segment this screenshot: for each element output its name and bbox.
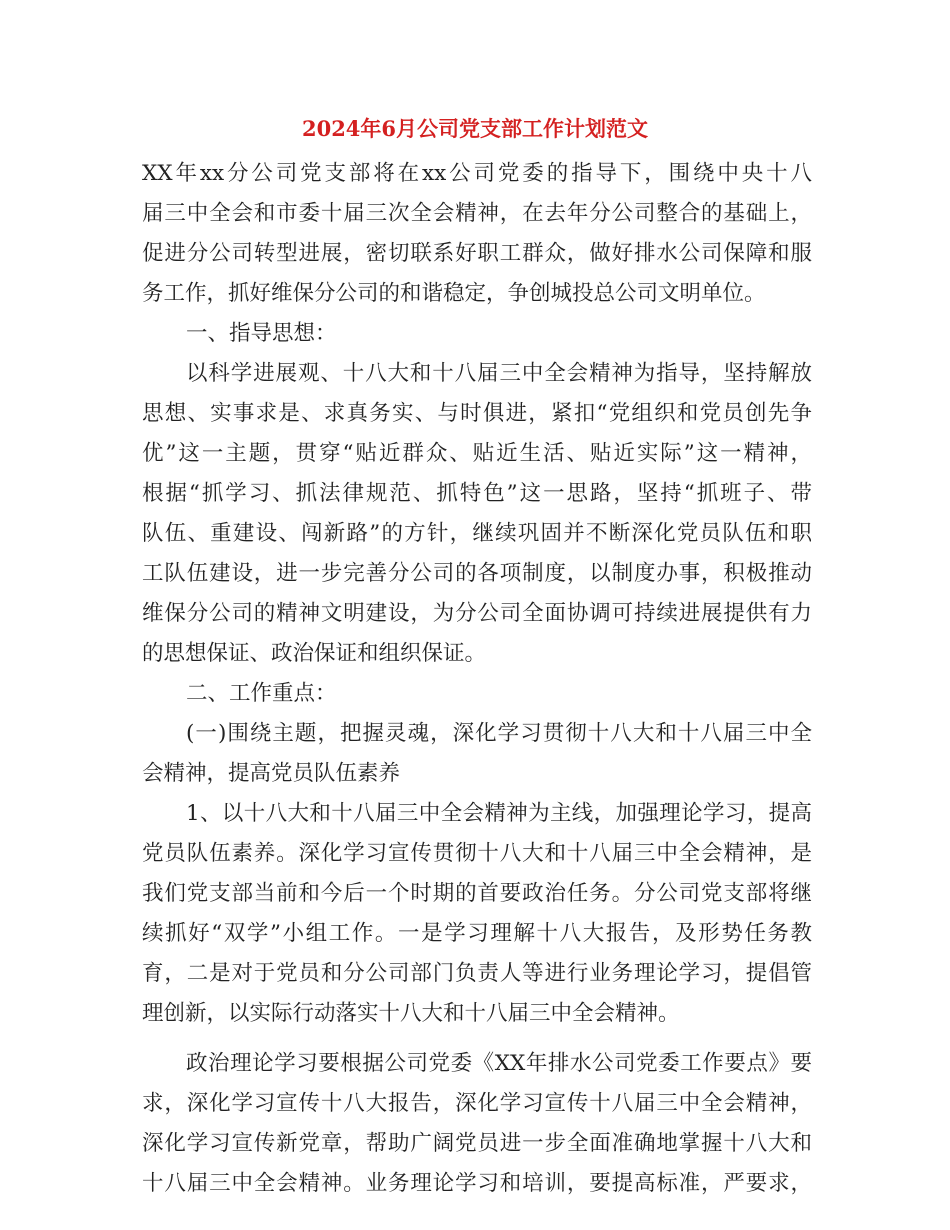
paragraph-1-line-4: 务工作，抓好维保分公司的和谐稳定，争创城投总公司文明单位。 bbox=[142, 281, 766, 306]
document-title: 2024年6月公司党支部工作计划范文 bbox=[301, 116, 649, 141]
paragraph-2-line-7: 维保分公司的精神文明建设，为分公司全面协调可持续进展提供有力 bbox=[142, 601, 812, 626]
paragraph-1-line-1: XX年xx分公司党支部将在xx公司党委的指导下，围绕中央十八 bbox=[142, 161, 812, 186]
paragraph-3-line-1: 1、以十八大和十八届三中全会精神为主线，加强理论学习，提高 bbox=[186, 801, 812, 826]
paragraph-1-line-2: 届三中全会和市委十届三次全会精神，在去年分公司整合的基础上， bbox=[142, 201, 812, 226]
paragraph-4-line-2: 求，深化学习宣传十八大报告，深化学习宣传十八届三中全会精神， bbox=[142, 1091, 812, 1116]
paragraph-3-line-4: 续抓好“双学”小组工作。一是学习理解十八大报告，及形势任务教 bbox=[142, 921, 812, 946]
paragraph-2-line-4: 根据“抓学习、抓法律规范、抓特色”这一思路，坚持“抓班子、带 bbox=[142, 481, 812, 506]
paragraph-4-line-4: 十八届三中全会精神。业务理论学习和培训，要提高标准，严要求， bbox=[142, 1171, 812, 1196]
paragraph-2-line-3: 优”这一主题，贯穿“贴近群众、贴近生活、贴近实际”这一精神， bbox=[142, 441, 812, 466]
paragraph-3-line-2: 党员队伍素养。深化学习宣传贯彻十八大和十八届三中全会精神，是 bbox=[142, 841, 812, 866]
section-heading-work-focus: 二、工作重点： bbox=[186, 681, 337, 706]
paragraph-4-line-1: 政治理论学习要根据公司党委《XX年排水公司党委工作要点》要 bbox=[186, 1051, 812, 1076]
paragraph-3-line-6: 理创新，以实际行动落实十八大和十八届三中全会精神。 bbox=[142, 1001, 680, 1026]
paragraph-4-line-3: 深化学习宣传新党章，帮助广阔党员进一步全面准确地掌握十八大和 bbox=[142, 1131, 812, 1156]
subsection-1-line-2: 会精神，提高党员队伍素养 bbox=[142, 761, 401, 786]
paragraph-2-line-8: 的思想保证、政治保证和组织保证。 bbox=[142, 641, 487, 666]
subsection-1-line-1: (一)围绕主题，把握灵魂，深化学习贯彻十八大和十八届三中全 bbox=[186, 721, 812, 746]
section-heading-guiding-thought: 一、指导思想： bbox=[186, 321, 337, 346]
paragraph-2-line-6: 工队伍建设，进一步完善分公司的各项制度，以制度办事，积极推动 bbox=[142, 561, 812, 586]
paragraph-2-line-1: 以科学进展观、十八大和十八届三中全会精神为指导，坚持解放 bbox=[186, 361, 812, 386]
paragraph-2-line-2: 思想、实事求是、求真务实、与时俱进，紧扣“党组织和党员创先争 bbox=[142, 401, 812, 426]
paragraph-1-line-3: 促进分公司转型进展，密切联系好职工群众，做好排水公司保障和服 bbox=[142, 241, 812, 266]
paragraph-2-line-5: 队伍、重建设、闯新路”的方针，继续巩固并不断深化党员队伍和职 bbox=[142, 521, 812, 546]
paragraph-3-line-5: 育，二是对于党员和分公司部门负责人等进行业务理论学习，提倡管 bbox=[142, 961, 812, 986]
paragraph-3-line-3: 我们党支部当前和今后一个时期的首要政治任务。分公司党支部将继 bbox=[142, 881, 812, 906]
